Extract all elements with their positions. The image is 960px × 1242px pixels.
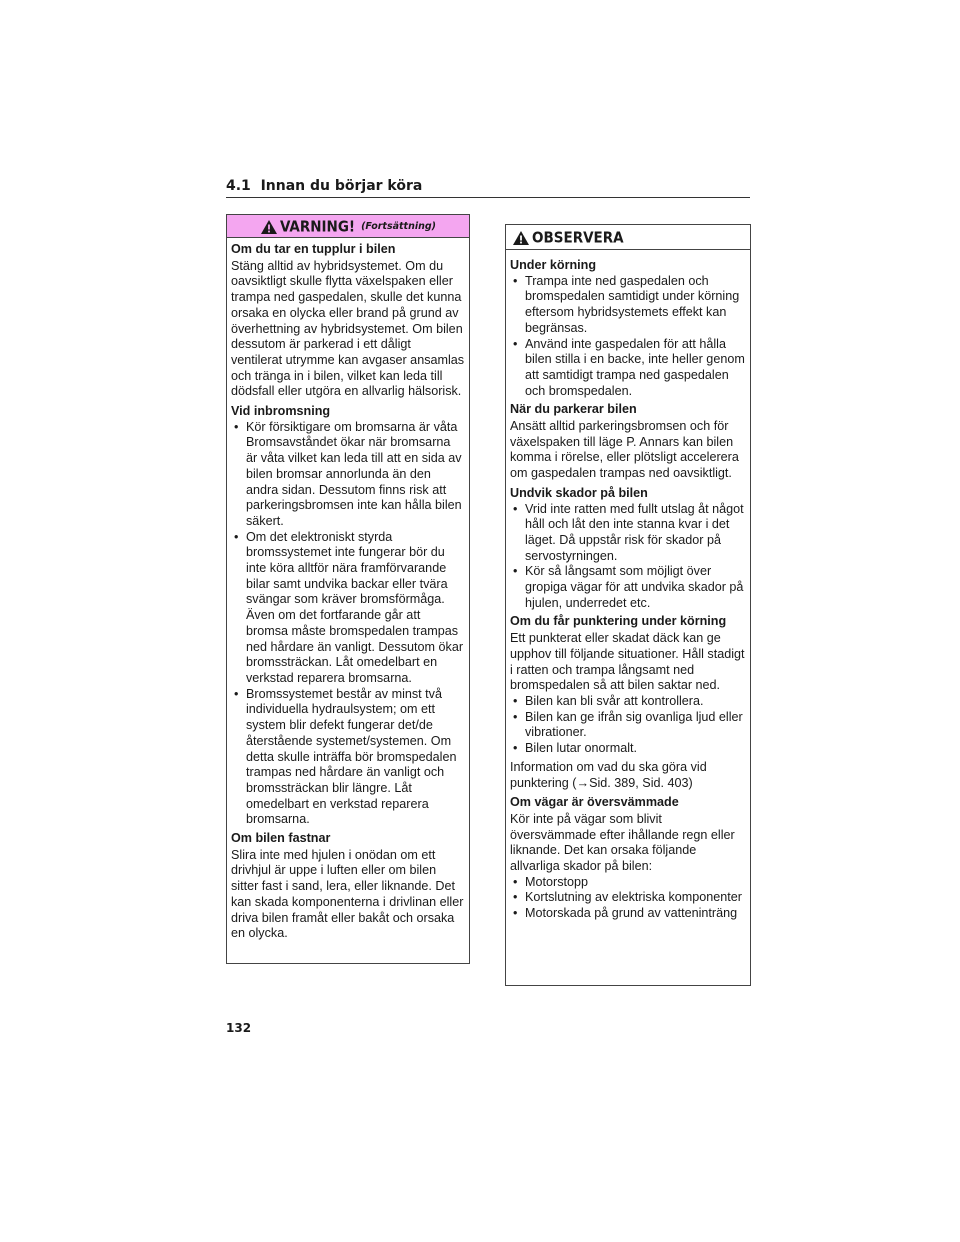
section-heading: Om vägar är översvämmade [510,795,679,810]
page-reference: Information om vad du ska göra vid punktering (→Sid. 389, Sid. 403) [510,759,707,790]
observera-content [506,250,750,922]
list-item: • Kortslutning av elektriska komponenter [510,890,746,906]
observera-header [506,225,750,250]
warning-title: VARNING! [279,217,356,236]
bullet-list [231,420,465,828]
paragraph: Kör inte på vägar som blivit översvämmade efter ihållande regn eller liknande. Det kan orsaka följande allvarliga skador på bilen: [510,811,735,874]
caution-triangle-icon [512,230,530,246]
paragraph: Ansätt alltid parkeringsbromsen och för växelspaken till läge P. Annars kan bilen komma i rörelse, eller plötsligt accelerera om gaspedalen trampas ned oavsiktligt. [510,419,739,481]
bullet-list [510,694,746,757]
warning-header [227,215,469,238]
list-item: • Kör så långsamt som möjligt över gropiga vägar för att undvika skador på hjulen, underredet etc. [510,564,746,611]
section-heading: Om du tar en tupplur i bilen [231,242,396,256]
list-item: • Motorskada på grund av vatteninträng [510,906,746,922]
list-item: • Kör försiktigare om bromsarna är våta Bromsavståndet ökar när bromsarna är våta vilket kan leda till att en sida av bilen bromsar annorlunda än den andra sidan. Dessutom finns risk att parkeringsbromsen inte kan hålla bilen säkert. [231,420,465,530]
list-item: • Motorstopp [510,875,746,891]
warning-subtitle: (Fortsättning) [361,220,437,232]
bullet-list [510,502,746,612]
bullet-list [510,274,746,400]
list-item: • Använd inte gaspedalen för att hålla bilen stilla i en backe, inte heller genom att samtidigt trampa ned gaspedalen och bromspedalen. [510,337,746,400]
section-heading: Vid inbromsning [231,404,331,419]
section-heading: Om du får punktering under körning [510,614,727,629]
warning-content [227,238,469,942]
section-number: 4.1 [226,178,251,194]
section-heading: Under körning [510,258,597,272]
section-heading: Undvik skador på bilen [510,485,648,500]
observera-title: OBSERVERA [532,228,624,247]
list-item: • Om det elektroniskt styrda bromssystemet inte fungerar bör du inte köra alltför nära framförvarande bilar samt undvika backar eller tvära svängar som kräver bromsförmåga. Även om det fortfarande går att bromsa måste bromspedalen trampas ned hårdare än vanligt. Dessutom ökar bromssträckan. Låt omedelbart en verkstad reparera bromsarna. [231,530,465,687]
warning-triangle-icon [260,219,278,235]
list-item: • Bilen kan bli svår att kontrollera. [510,694,746,710]
bullet-list [510,875,746,922]
section-heading: När du parkerar bilen [510,402,637,417]
section-heading: Om bilen fastnar [231,831,331,846]
list-item: • Trampa inte ned gaspedalen och bromspedalen samtidigt under körning eftersom hybridsystemets effekt kan begränsas. [510,274,746,337]
section-title: Innan du börjar köra [260,178,423,194]
list-item: • Bromssystemet består av minst två individuella hydraulsystem; om ett system blir defekt fungerar det/de återstående systemet/systemen. Om detta skulle inträffa bör bromspedalen trampas ned hårdare än vanligt och bromssträckan blir längre. Låt omedelbart en verkstad reparera bromsarna. [231,687,465,828]
paragraph: Stäng alltid av hybridsystemet. Om du oavsiktligt skulle flytta växelspaken eller trampa ned gaspedalen, skulle det kunna orsaka en olycka eller brand på grund av överhettning av hybridsystemet. Om bilen dessutom är parkerad i ett dåligt ventilerat utrymme kan avgaser ansamlas och tränga in i bilen, vilket kan leda till dödsfall eller utgöra en allvarlig hälsorisk. [231,258,465,399]
warning-box [226,214,470,964]
paragraph: Ett punkterat eller skadat däck kan ge upphov till följande situationer. Håll stadigt i ratten och trampa långsamt ned bromspedalen så att bilen saktar ned. [510,631,745,693]
paragraph: Slira inte med hjulen i onödan om ett drivhjul är uppe i luften eller om bilen sitter fast i sand, lera, eller liknande. Det kan skada komponenterna i drivlinan eller driva bilen framåt eller bakåt och orsaka en olycka. [231,847,464,941]
list-item: • Bilen kan ge ifrån sig ovanliga ljud eller vibrationer. [510,710,746,741]
page-number: 132 [226,1021,252,1035]
section-header [226,178,750,198]
observera-box [505,224,751,986]
list-item: • Vrid inte ratten med fullt utslag åt något håll och låt den inte stanna kvar i det läget. Då uppstår risk för skador på servostyrningen. [510,502,746,565]
list-item: • Bilen lutar onormalt. [510,741,746,757]
